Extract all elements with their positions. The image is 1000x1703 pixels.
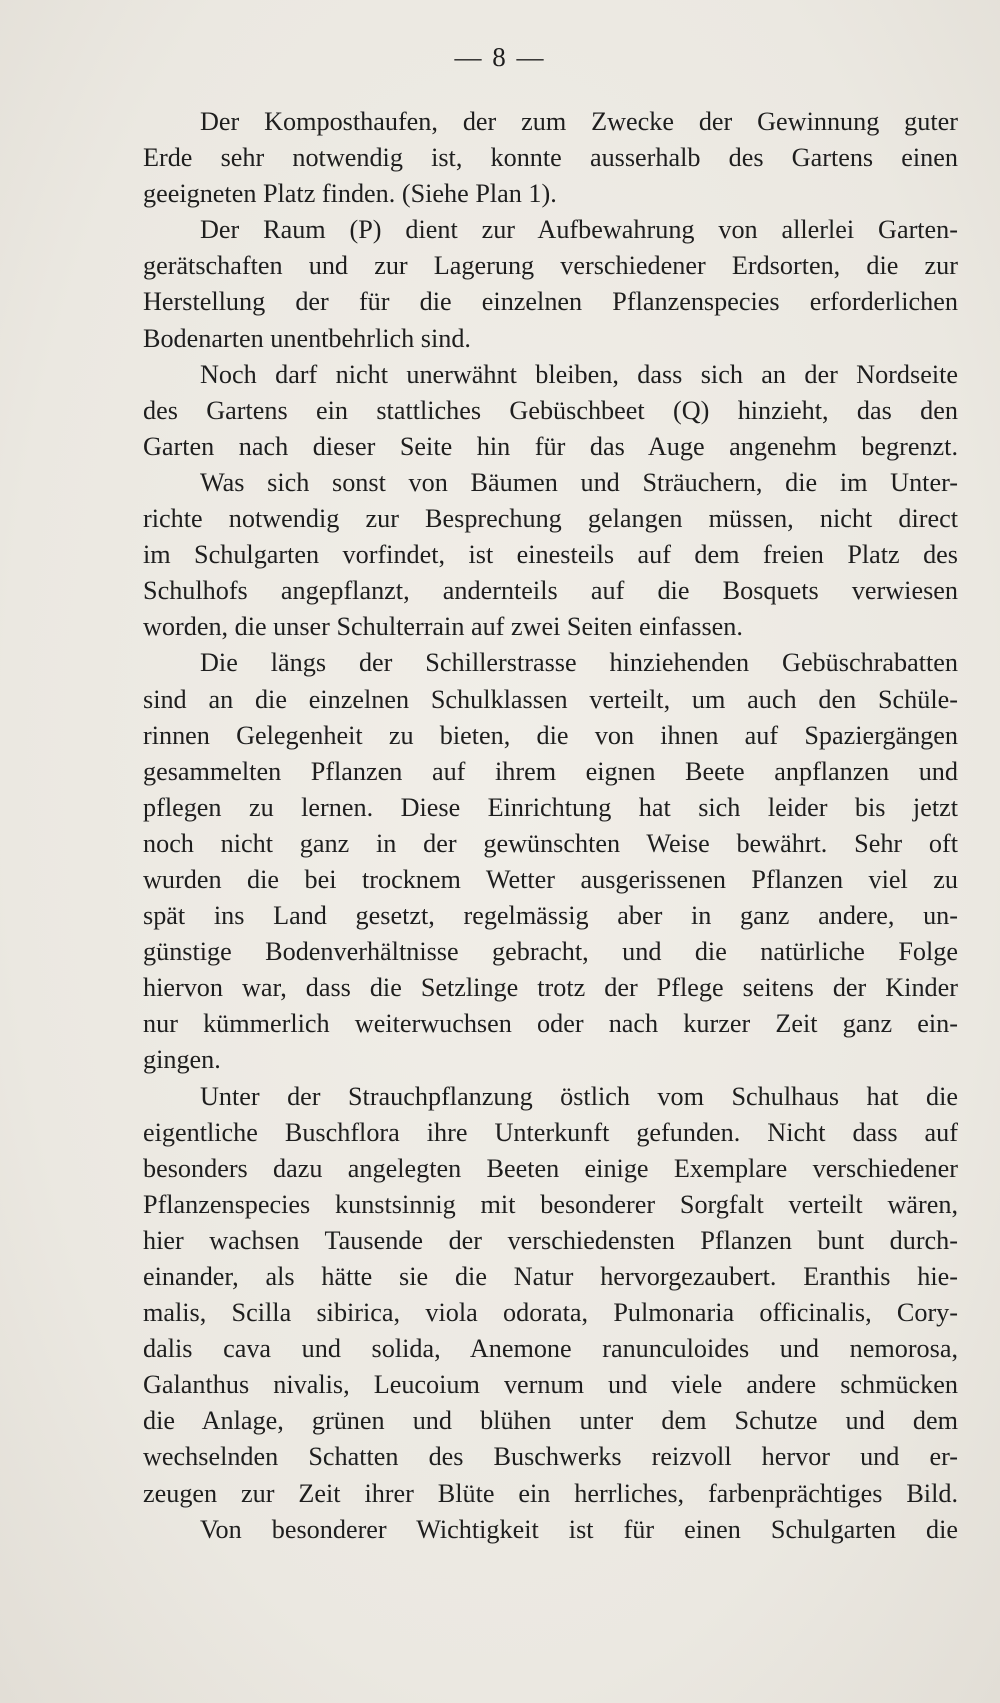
text-line: günstige Bodenverhältnisse gebracht, und die natürliche Folge <box>143 937 958 967</box>
text-line: geeigneten Platz finden. (Siehe Plan 1). <box>143 179 557 209</box>
text-line: Unter der Strauchpflanzung östlich vom Schulhaus hat die <box>200 1081 958 1111</box>
text-line: rinnen Gelegenheit zu bieten, die von ihnen auf Spaziergängen <box>143 720 958 750</box>
text-line: einander, als hätte sie die Natur hervorgezaubert. Eranthis hie- <box>143 1262 958 1291</box>
text-line: Bodenarten unentbehrlich sind. <box>143 323 471 353</box>
text-line: wurden die bei trocknem Wetter ausgerissenen Pflanzen viel zu <box>143 864 958 894</box>
text-line: die Anlage, grünen und blühen unter dem Schutze und dem <box>143 1406 958 1436</box>
text-line: Galanthus nivalis, Leucoium vernum und viele andere schmücken <box>143 1370 958 1400</box>
text-line: im Schulgarten vorfindet, ist einesteils auf dem freien Platz des <box>143 540 958 570</box>
text-line: Pflanzenspecies kunstsinnig mit besonderer Sorgfalt verteilt wären, <box>143 1189 958 1219</box>
text-line: noch nicht ganz in der gewünschten Weise bewährt. Sehr oft <box>143 828 958 858</box>
text-line: richte notwendig zur Besprechung gelangen müssen, nicht direct <box>143 504 958 534</box>
text-line: dalis cava und solida, Anemone ranunculoides und nemorosa, <box>143 1334 958 1364</box>
page-number: — 8 — <box>454 42 546 72</box>
text-line: pflegen zu lernen. Diese Einrichtung hat sich leider bis jetzt <box>143 792 958 822</box>
text-line: Der Raum (P) dient zur Aufbewahrung von allerlei Garten- <box>200 215 958 245</box>
text-line: Der Komposthaufen, der zum Zwecke der Gewinnung guter <box>200 107 958 136</box>
text-line: wechselnden Schatten des Buschwerks reizvoll hervor und er- <box>143 1442 958 1472</box>
text-line: spät ins Land gesetzt, regelmässig aber in ganz andere, un- <box>143 901 958 931</box>
text-line: nur kümmerlich weiterwuchsen oder nach kurzer Zeit ganz ein- <box>143 1009 958 1039</box>
text-line: malis, Scilla sibirica, viola odorata, Pulmonaria officinalis, Cory- <box>143 1298 958 1328</box>
text-line: Die längs der Schillerstrasse hinziehenden Gebüschrabatten <box>200 648 958 678</box>
text-line: Von besonderer Wichtigkeit ist für einen Schulgarten die <box>200 1514 958 1544</box>
text-line: hiervon war, dass die Setzlinge trotz der Pflege seitens der Kinder <box>143 973 958 1003</box>
text-line: gerätschaften und zur Lagerung verschiedener Erdsorten, die zur <box>143 251 958 281</box>
text-line: besonders dazu angelegten Beeten einige Exemplare verschiedener <box>143 1153 958 1183</box>
text-line: Erde sehr notwendig ist, konnte ausserhalb des Gartens einen <box>143 143 958 173</box>
text-line: Herstellung der für die einzelnen Pflanzenspecies erforderlichen <box>143 287 958 317</box>
body-text <box>143 104 958 1548</box>
text-line: worden, die unser Schulterrain auf zwei Seiten einfassen. <box>143 612 743 642</box>
text-line: Schulhofs angepflanzt, andernteils auf die Bosquets verwiesen <box>143 576 958 606</box>
text-line: gesammelten Pflanzen auf ihrem eignen Beete anpflanzen und <box>143 756 958 786</box>
text-line: Noch darf nicht unerwähnt bleiben, dass sich an der Nordseite <box>200 359 958 389</box>
text-line: hier wachsen Tausende der verschiedensten Pflanzen bunt durch- <box>143 1225 958 1255</box>
text-line: gingen. <box>143 1045 221 1075</box>
text-line: zeugen zur Zeit ihrer Blüte ein herrliches, farbenprächtiges Bild. <box>143 1478 958 1508</box>
text-line: sind an die einzelnen Schulklassen verteilt, um auch den Schüle- <box>143 684 958 714</box>
text-line: Was sich sonst von Bäumen und Sträuchern, die im Unter- <box>200 467 958 497</box>
text-line: des Gartens ein stattliches Gebüschbeet (Q) hinzieht, das den <box>143 395 958 425</box>
text-line: eigentliche Buschflora ihre Unterkunft gefunden. Nicht dass auf <box>143 1117 958 1147</box>
text-line: Garten nach dieser Seite hin für das Auge angenehm begrenzt. <box>143 431 958 461</box>
